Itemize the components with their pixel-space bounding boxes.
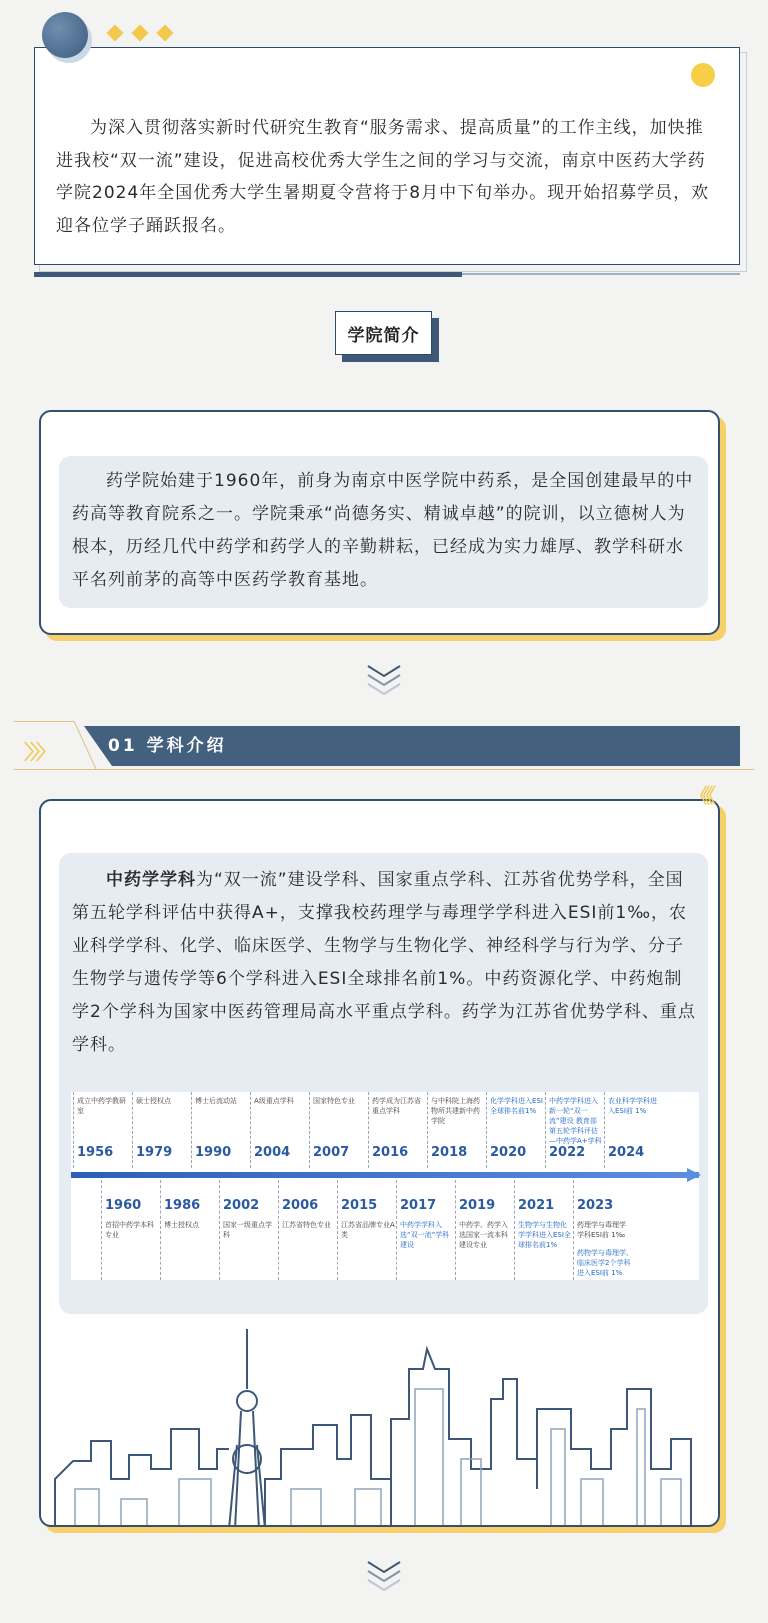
timeline-separator [368,1092,369,1168]
timeline-year: 1979 [136,1145,173,1160]
timeline-year: 2018 [431,1145,468,1160]
timeline-separator [486,1092,487,1168]
timeline-separator [604,1092,605,1168]
timeline-year: 2022 [549,1145,586,1160]
arrow-right-icon [687,1168,701,1182]
timeline-event: 生物学与生物化学学科进入ESI全球排名前1% [518,1221,571,1249]
timeline-event: 博士授权点 [164,1221,199,1229]
heading-01: 01 学科介绍 [108,736,227,756]
timeline-year: 2020 [490,1145,527,1160]
timeline-event: 药学成为江苏省重点学科 [372,1097,421,1115]
decorative-line [14,769,754,770]
timeline-separator [132,1092,133,1168]
diamond-icon [157,25,174,42]
timeline-year: 1960 [105,1198,142,1213]
timeline-year: 2016 [372,1145,409,1160]
timeline-event: 药物学与毒理学、临床医学2个学科进入ESI前 1% [577,1249,633,1277]
timeline-separator [101,1180,102,1280]
timeline-event: 中药学、药学入选国家一流本科建设专业 [459,1221,508,1249]
timeline-event: A级重点学科 [254,1097,294,1105]
timeline-separator [396,1180,397,1280]
divider [34,272,462,277]
diamond-icon [107,25,124,42]
timeline-year: 1956 [77,1145,114,1160]
timeline-separator [545,1092,546,1168]
timeline-event: 中药学学科进入新一轮“双一流”建设 教育部第五轮学科评估—中药学A+学科 [549,1097,602,1145]
timeline-year: 2021 [518,1198,555,1213]
college-paragraph: 药学院始建于1960年，前身为南京中医学院中药系，是全国创建最早的中药高等教育院系之一。学院秉承“尚德务实、精诚卓越”的院训，以立德树人为根本，历经几代中药学和药学人的辛勤耕耘，已经成为实力雄厚、教学科研水平名列前茅的高等中医药学教育基地。 [72,471,694,590]
timeline-year: 2006 [282,1198,319,1213]
timeline-event: 成立中药学教研室 [77,1097,126,1115]
timeline-event: 农业科学学科进入ESI前 1% [608,1097,657,1115]
decorative-circle [42,12,88,58]
chevron-down-icon [364,660,404,700]
decorative-dot [691,63,715,87]
timeline-event: 化学学科进入ESI全球排名前1% [490,1097,543,1115]
timeline-event: 国家特色专业 [313,1097,355,1105]
timeline-year: 2017 [400,1198,437,1213]
timeline-year: 1990 [195,1145,232,1160]
diamond-icon [132,25,149,42]
timeline-axis [71,1172,699,1178]
timeline-year: 2024 [608,1145,645,1160]
timeline-event: 首招中药学本科专业 [105,1221,154,1239]
timeline-year: 2002 [223,1198,260,1213]
timeline-event: 江苏省特色专业 [282,1221,331,1229]
timeline-separator [427,1092,428,1168]
chevron-left-icon: 《《 [690,784,712,808]
discipline-lead: 中药学学科 [106,870,196,890]
timeline-separator [337,1180,338,1280]
timeline-separator [455,1180,456,1280]
chevron-right-icon: 〉〉〉 [24,740,52,764]
section-title: 学院简介 [335,311,432,355]
timeline-year: 1986 [164,1198,201,1213]
intro-paragraph: 为深入贯彻落实新时代研究生教育“服务需求、提高质量”的工作主线，加快推进我校“双一流”建设，促进高校优秀大学生之间的学习与交流，南京中医药大学药学院2024年全国优秀大学生暑期夏令营将于8月中下旬举办。现开始招募学员，欢迎各位学子踊跃报名。 [56,118,710,236]
timeline-event: 国家一级重点学科 [223,1221,272,1239]
discipline-text: 为“双一流”建设学科、国家重点学科、江苏省优势学科，全国第五轮学科评估中获得A+，支撑我校药理学与毒理学学科进入ESI前1‰，农业科学学科、化学、临床医学、生物学与生物化学、神经科学与行为学、分子生物学与遗传学等6个学科进入ESI全球排名前1%。中药资源化学、中药炮制学2个学科为国家中医药管理局高水平重点学科。药学为江苏省优势学科、重点学科。 [72,870,696,1055]
chevron-down-icon [364,1556,404,1596]
timeline-separator [514,1180,515,1280]
timeline-event: 药理学与毒理学学科ESI前 1‰ [577,1221,626,1239]
timeline-separator [278,1180,279,1280]
timeline-year: 2015 [341,1198,378,1213]
timeline-year: 2019 [459,1198,496,1213]
timeline-separator [309,1092,310,1168]
timeline-separator [73,1092,74,1168]
history-timeline [71,1092,699,1280]
timeline-separator [573,1180,574,1280]
timeline-event: 江苏省品牌专业A类 [341,1221,395,1239]
decorative-line [14,721,74,722]
timeline-separator [191,1092,192,1168]
timeline-separator [160,1180,161,1280]
discipline-paragraph [72,864,700,1062]
timeline-event: 博士后流动站 [195,1097,237,1105]
timeline-event: 硕士授权点 [136,1097,171,1105]
timeline-event: 与中科院上海药物所共建新中药学院 [431,1097,480,1125]
timeline-year: 2023 [577,1198,614,1213]
timeline-year: 2004 [254,1145,291,1160]
timeline-separator [219,1180,220,1280]
timeline-year: 2007 [313,1145,350,1160]
timeline-event: 中药学学科入选“双一流”学科建设 [400,1221,450,1249]
timeline-separator [250,1092,251,1168]
divider [462,273,740,275]
city-skyline-illustration [51,1329,711,1527]
